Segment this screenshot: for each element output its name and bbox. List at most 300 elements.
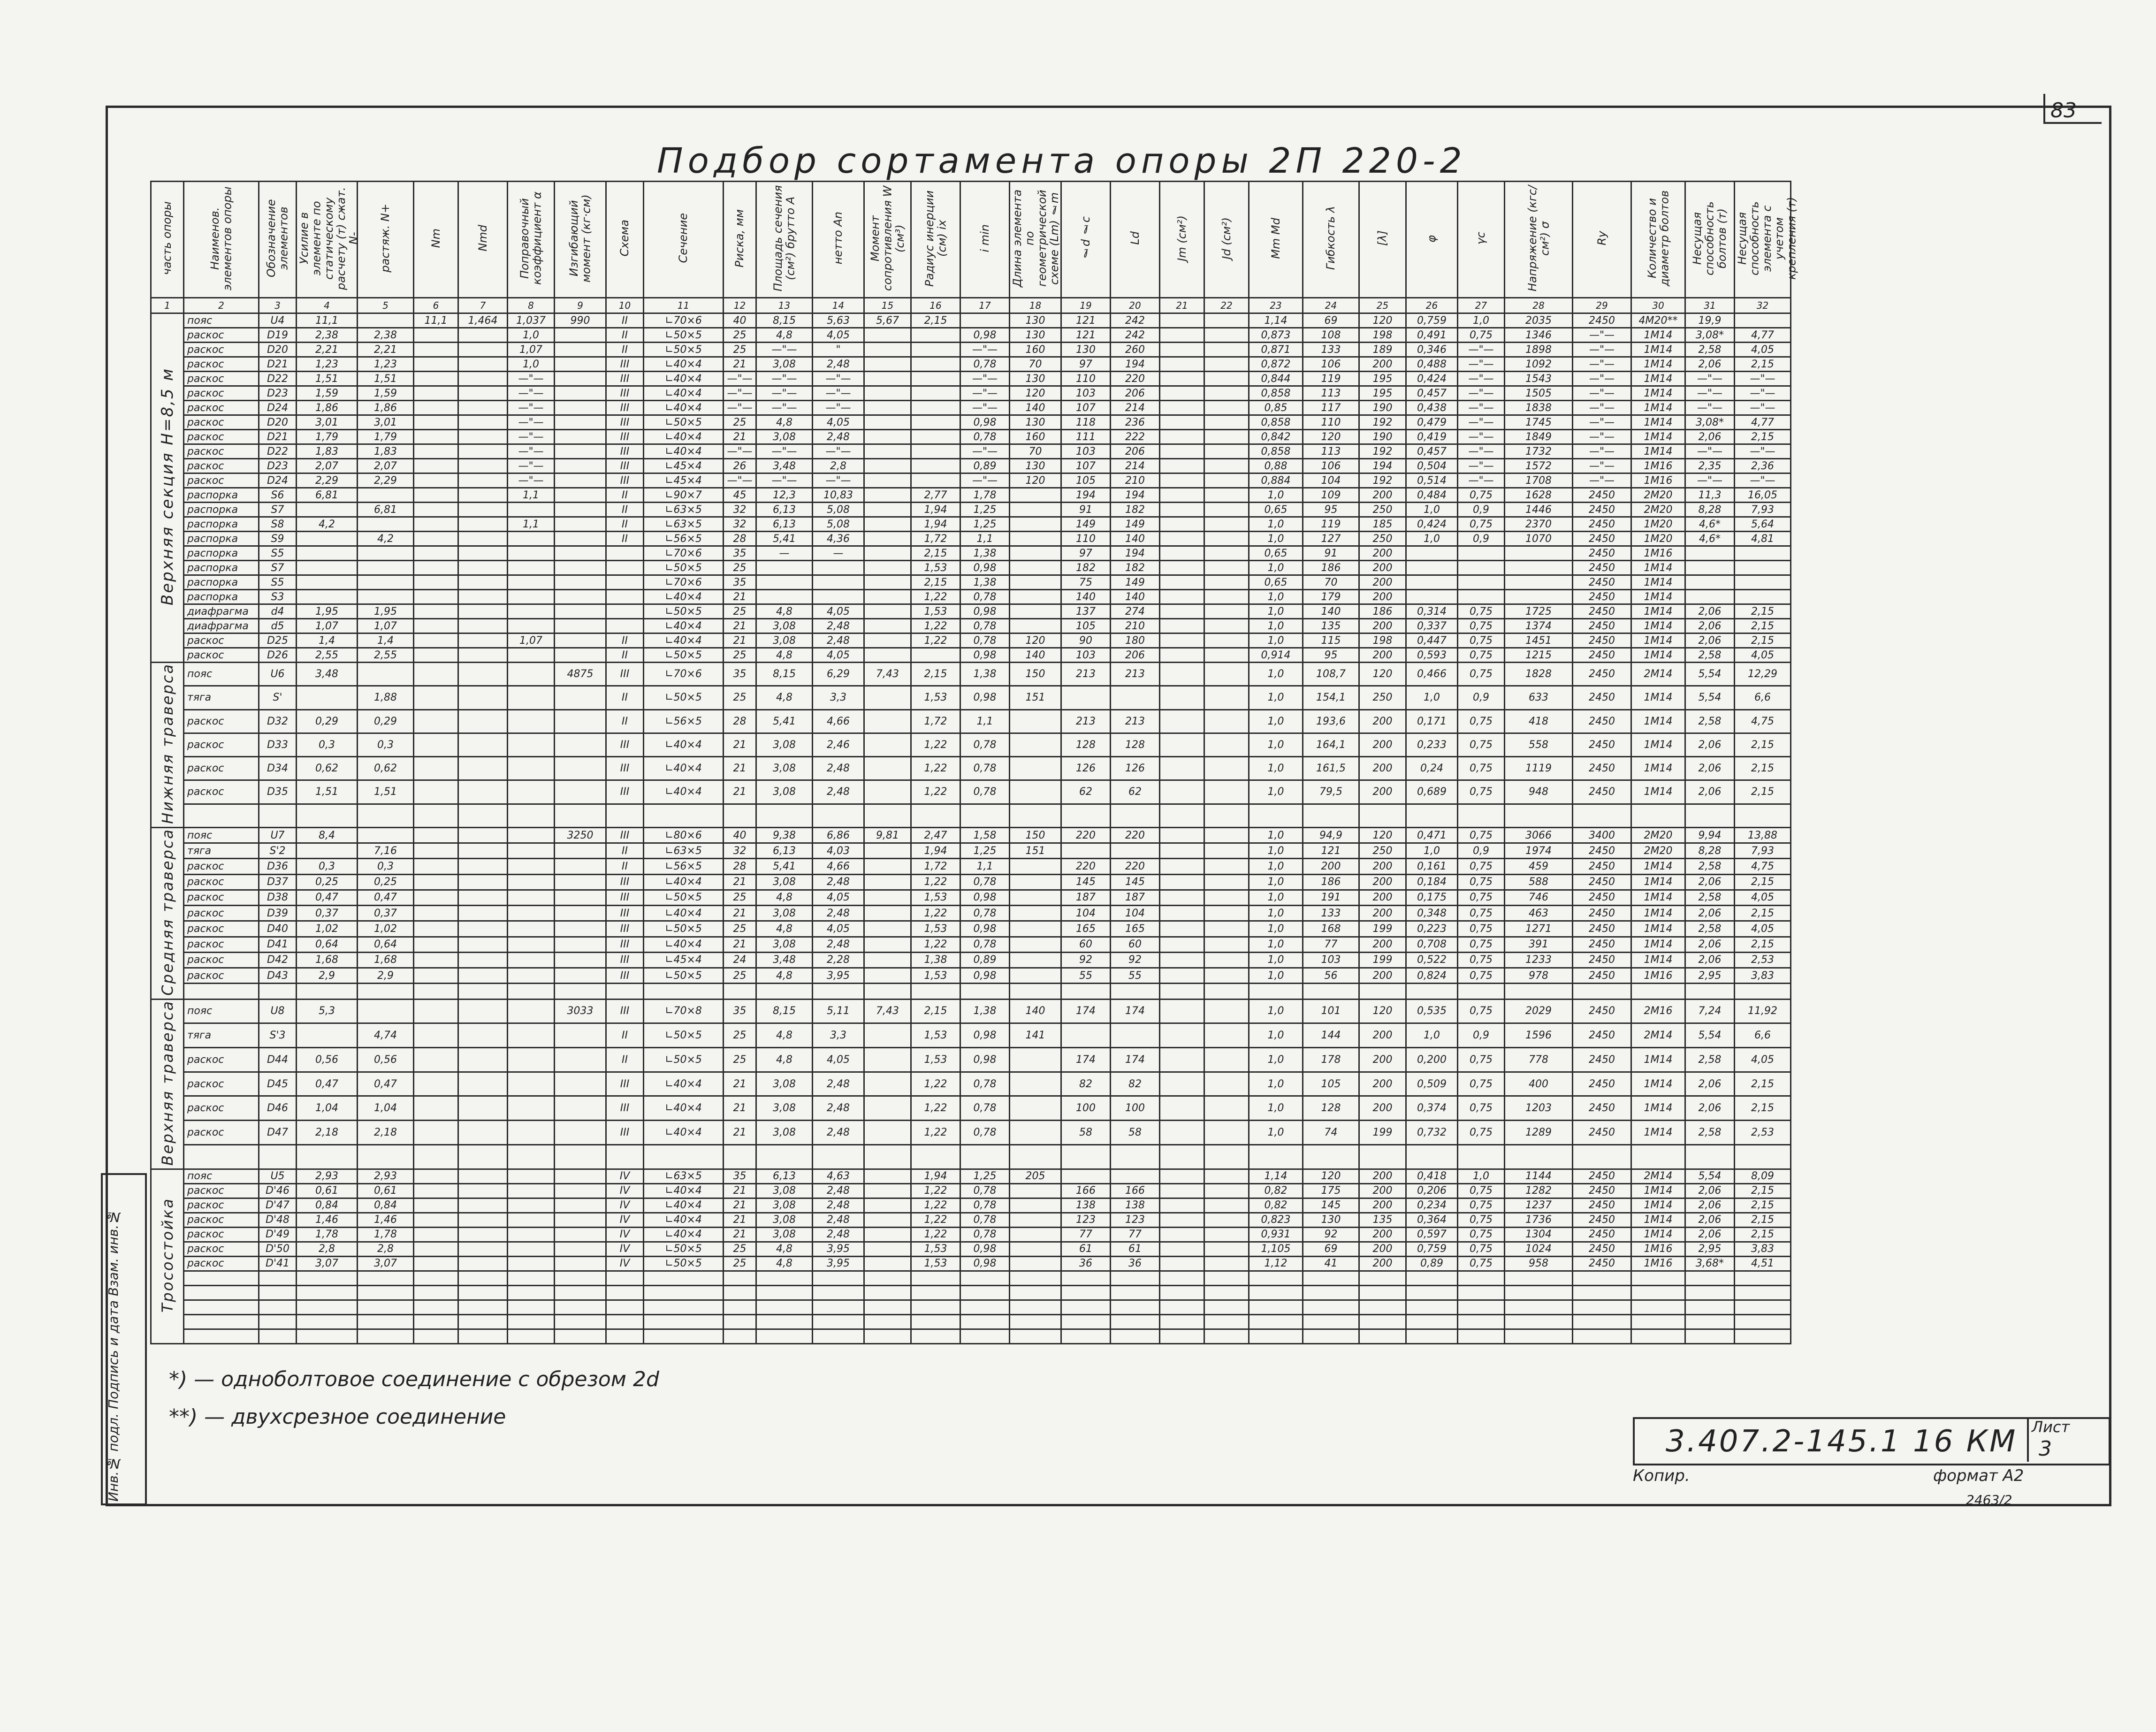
- table-cell: [1204, 1048, 1249, 1072]
- table-cell: [508, 663, 555, 686]
- table-cell: 1,53: [911, 968, 960, 984]
- table-cell: [1160, 1213, 1204, 1227]
- table-row: [151, 952, 1791, 968]
- table-cell: [458, 1121, 508, 1145]
- table-cell: [1160, 401, 1204, 415]
- table-cell: 2,48: [813, 357, 864, 372]
- table-row: [151, 503, 1791, 517]
- table-cell: 1М14: [1631, 444, 1685, 459]
- table-cell: [1160, 444, 1204, 459]
- table-cell: 82: [1111, 1072, 1160, 1096]
- table-cell: 130: [1061, 343, 1111, 357]
- table-cell: S9: [259, 532, 297, 546]
- table-cell: 1М14: [1631, 1198, 1685, 1213]
- table-cell: 200: [1359, 575, 1406, 590]
- table-cell: [1204, 590, 1249, 604]
- table-cell: 2,93: [358, 1169, 414, 1183]
- table-cell: 1,22: [911, 937, 960, 952]
- table-cell: [414, 1072, 458, 1096]
- table-cell: ∟50×5: [644, 415, 724, 430]
- table-cell: 194: [1061, 488, 1111, 503]
- table-cell: —"—: [1573, 343, 1631, 357]
- column-number: 27: [1458, 298, 1505, 313]
- table-cell: [1204, 1169, 1249, 1183]
- table-cell: 0,62: [297, 757, 358, 780]
- table-cell: 1736: [1505, 1213, 1573, 1227]
- table-cell: [555, 1242, 606, 1256]
- table-cell: 4,74: [358, 1023, 414, 1048]
- table-cell: [508, 921, 555, 937]
- table-cell: [1406, 1300, 1458, 1314]
- table-cell: —"—: [1735, 401, 1791, 415]
- table-cell: ∟40×4: [644, 401, 724, 415]
- table-cell: 1,79: [358, 430, 414, 444]
- column-header: [1160, 182, 1204, 298]
- table-cell: 141: [1010, 1023, 1061, 1048]
- table-cell: 1,07: [508, 343, 555, 357]
- table-cell: 0,78: [960, 757, 1010, 780]
- table-cell: 19,9: [1685, 313, 1735, 328]
- table-cell: [864, 733, 911, 756]
- column-header: [1573, 182, 1631, 298]
- table-cell: [1204, 561, 1249, 575]
- column-header-label: i min: [978, 224, 991, 252]
- table-cell: [1061, 804, 1111, 827]
- table-cell: 2,8: [358, 1242, 414, 1256]
- table-cell: ∟40×4: [644, 357, 724, 372]
- table-cell: [1204, 1096, 1249, 1121]
- table-cell: [864, 921, 911, 937]
- table-cell: 1М14: [1631, 430, 1685, 444]
- table-cell: раскос: [184, 1227, 259, 1242]
- table-cell: D22: [259, 372, 297, 386]
- table-cell: [1160, 874, 1204, 890]
- table-cell: [508, 968, 555, 984]
- table-cell: 25: [724, 415, 756, 430]
- table-cell: [458, 561, 508, 575]
- table-cell: [414, 619, 458, 633]
- table-cell: [414, 604, 458, 619]
- table-cell: 0,171: [1406, 710, 1458, 733]
- table-cell: 130: [1010, 372, 1061, 386]
- table-cell: 1,51: [358, 780, 414, 804]
- table-cell: раскос: [184, 1096, 259, 1121]
- table-cell: [1631, 1300, 1685, 1314]
- table-cell: [555, 1144, 606, 1169]
- table-cell: 120: [1359, 663, 1406, 686]
- table-cell: 7,16: [358, 843, 414, 859]
- table-cell: III: [606, 999, 644, 1023]
- table-cell: 1,0: [1249, 686, 1303, 710]
- table-cell: 60: [1111, 937, 1160, 952]
- table-cell: 8,4: [297, 827, 358, 843]
- table-cell: ∟80×6: [644, 827, 724, 843]
- table-cell: [458, 532, 508, 546]
- table-cell: —"—: [1458, 459, 1505, 473]
- table-cell: [1204, 532, 1249, 546]
- table-cell: d4: [259, 604, 297, 619]
- table-cell: [644, 1271, 724, 1285]
- table-row: [151, 604, 1791, 619]
- table-cell: 21: [724, 1072, 756, 1096]
- table-cell: 1,0: [1249, 710, 1303, 733]
- table-cell: [555, 890, 606, 905]
- table-cell: [1204, 648, 1249, 663]
- table-cell: 198: [1359, 633, 1406, 648]
- table-cell: 0,75: [1458, 619, 1505, 633]
- table-cell: пояс: [184, 999, 259, 1023]
- table-cell: 2,58: [1685, 648, 1735, 663]
- table-cell: 1,0: [1249, 663, 1303, 686]
- table-cell: 2,58: [1685, 859, 1735, 874]
- table-cell: [555, 952, 606, 968]
- table-cell: [1505, 1271, 1573, 1285]
- table-cell: [297, 1300, 358, 1314]
- table-cell: 2450: [1573, 1242, 1631, 1256]
- table-cell: 2,48: [813, 633, 864, 648]
- table-cell: [1204, 733, 1249, 756]
- table-cell: [259, 1144, 297, 1169]
- table-cell: [1160, 488, 1204, 503]
- table-cell: [1010, 1285, 1061, 1300]
- table-cell: 1М16: [1631, 1242, 1685, 1256]
- table-cell: 3,07: [358, 1256, 414, 1271]
- column-header: [724, 182, 756, 298]
- table-cell: 205: [1010, 1169, 1061, 1183]
- table-cell: [414, 663, 458, 686]
- table-cell: ∟50×5: [644, 604, 724, 619]
- table-cell: [1160, 1256, 1204, 1271]
- table-cell: [414, 1256, 458, 1271]
- table-cell: 200: [1359, 733, 1406, 756]
- table-cell: 206: [1111, 386, 1160, 401]
- table-cell: ∟50×5: [644, 343, 724, 357]
- column-number-row: [151, 298, 1791, 313]
- table-cell: [1160, 313, 1204, 328]
- table-cell: [1406, 561, 1458, 575]
- table-cell: 25: [724, 1242, 756, 1256]
- table-cell: 1М14: [1631, 561, 1685, 575]
- table-cell: [1406, 1329, 1458, 1343]
- table-row: [151, 1300, 1791, 1314]
- table-cell: [1573, 1271, 1631, 1285]
- table-row: [151, 444, 1791, 459]
- table-cell: тяга: [184, 686, 259, 710]
- table-cell: [259, 1314, 297, 1329]
- table-cell: 1,38: [960, 546, 1010, 561]
- table-cell: 28: [724, 532, 756, 546]
- table-cell: [555, 1300, 606, 1314]
- table-cell: 160: [1010, 343, 1061, 357]
- table-cell: 206: [1111, 648, 1160, 663]
- table-cell: 3,3: [813, 686, 864, 710]
- table-cell: [1010, 1072, 1061, 1096]
- table-cell: ∟70×8: [644, 999, 724, 1023]
- table-cell: [358, 1285, 414, 1300]
- table-cell: [555, 343, 606, 357]
- table-cell: [1406, 1271, 1458, 1285]
- table-cell: 40: [724, 827, 756, 843]
- table-cell: [1010, 561, 1061, 575]
- table-cell: 166: [1111, 1183, 1160, 1198]
- table-cell: 21: [724, 430, 756, 444]
- table-cell: [1010, 1183, 1061, 1198]
- table-cell: 11,1: [414, 313, 458, 328]
- table-cell: 1838: [1505, 401, 1573, 415]
- table-cell: III: [606, 921, 644, 937]
- table-cell: пояс: [184, 313, 259, 328]
- table-cell: 0,858: [1249, 386, 1303, 401]
- table-cell: [458, 1271, 508, 1285]
- table-cell: [555, 546, 606, 561]
- table-cell: [864, 473, 911, 488]
- table-cell: 1708: [1505, 473, 1573, 488]
- table-cell: 2,15: [1735, 1198, 1791, 1213]
- table-row: [151, 372, 1791, 386]
- table-cell: 0,184: [1406, 874, 1458, 890]
- table-cell: 0,47: [358, 890, 414, 905]
- table-cell: [644, 1300, 724, 1314]
- table-cell: 3,83: [1735, 968, 1791, 984]
- table-cell: [1061, 1144, 1111, 1169]
- table-cell: [458, 1183, 508, 1198]
- table-cell: 2,15: [1735, 1183, 1791, 1198]
- table-cell: IV: [606, 1198, 644, 1213]
- table-cell: 0,161: [1406, 859, 1458, 874]
- table-cell: —"—: [1573, 444, 1631, 459]
- table-cell: [1303, 1300, 1359, 1314]
- table-cell: 55: [1061, 968, 1111, 984]
- table-cell: [813, 1314, 864, 1329]
- table-cell: 2450: [1573, 648, 1631, 663]
- table-cell: 187: [1061, 890, 1111, 905]
- table-cell: [864, 757, 911, 780]
- table-cell: 21: [724, 780, 756, 804]
- table-cell: [606, 804, 644, 827]
- table-cell: [1204, 984, 1249, 999]
- table-cell: ∟50×5: [644, 328, 724, 343]
- table-cell: [1505, 1314, 1573, 1329]
- table-cell: 3,08: [756, 733, 813, 756]
- table-cell: 2,06: [1685, 937, 1735, 952]
- table-cell: [414, 1314, 458, 1329]
- table-cell: [911, 459, 960, 473]
- table-cell: 104: [1111, 906, 1160, 921]
- table-cell: 1,22: [911, 633, 960, 648]
- table-cell: 5,3: [297, 999, 358, 1023]
- column-number: 14: [813, 298, 864, 313]
- table-cell: [1505, 575, 1573, 590]
- table-cell: 3,08: [756, 757, 813, 780]
- table-cell: 4,63: [813, 1169, 864, 1183]
- table-cell: 2,35: [1685, 459, 1735, 473]
- table-cell: 1М16: [1631, 473, 1685, 488]
- table-cell: 21: [724, 1227, 756, 1242]
- column-number: 15: [864, 298, 911, 313]
- table-cell: 3,08: [756, 1072, 813, 1096]
- table-cell: 1628: [1505, 488, 1573, 503]
- table-cell: [508, 757, 555, 780]
- table-cell: [1249, 1271, 1303, 1285]
- table-cell: 1092: [1505, 357, 1573, 372]
- column-header-label: Усилие в элементе по статическому расчету (т) сжат. N-: [297, 186, 360, 290]
- table-cell: 4,51: [1735, 1256, 1791, 1271]
- table-cell: [1160, 415, 1204, 430]
- table-cell: D46: [259, 1096, 297, 1121]
- table-cell: [1010, 1271, 1061, 1285]
- column-number: 11: [644, 298, 724, 313]
- table-cell: [555, 1227, 606, 1242]
- table-cell: D26: [259, 648, 297, 663]
- table-cell: [1249, 1300, 1303, 1314]
- table-cell: 0,75: [1458, 890, 1505, 905]
- table-cell: 1,07: [508, 633, 555, 648]
- table-cell: 1М14: [1631, 1183, 1685, 1198]
- table-cell: 21: [724, 757, 756, 780]
- table-cell: 2450: [1573, 968, 1631, 984]
- table-cell: 0,75: [1458, 1048, 1505, 1072]
- table-cell: 0,75: [1458, 921, 1505, 937]
- table-cell: 1М14: [1631, 686, 1685, 710]
- column-number: 23: [1249, 298, 1303, 313]
- table-cell: [414, 757, 458, 780]
- table-cell: 4,2: [358, 532, 414, 546]
- table-cell: 107: [1061, 459, 1111, 473]
- table-cell: [1406, 590, 1458, 604]
- table-cell: 1,07: [297, 619, 358, 633]
- table-cell: 4,75: [1735, 710, 1791, 733]
- table-cell: 0,78: [960, 1227, 1010, 1242]
- table-row: [151, 473, 1791, 488]
- table-cell: [864, 328, 911, 343]
- table-cell: 21: [724, 633, 756, 648]
- table-cell: [1735, 313, 1791, 328]
- table-cell: 21: [724, 1213, 756, 1227]
- table-cell: [864, 1285, 911, 1300]
- table-cell: 4,05: [1735, 648, 1791, 663]
- table-cell: 200: [1359, 757, 1406, 780]
- table-cell: D'50: [259, 1242, 297, 1256]
- table-cell: —"—: [813, 386, 864, 401]
- table-cell: [1160, 590, 1204, 604]
- column-header: [1061, 182, 1111, 298]
- table-cell: 1,0: [1249, 906, 1303, 921]
- table-cell: [555, 561, 606, 575]
- table-cell: [414, 343, 458, 357]
- table-cell: 2450: [1573, 561, 1631, 575]
- table-row: [151, 386, 1791, 401]
- table-cell: [1010, 780, 1061, 804]
- table-cell: 2,15: [1735, 906, 1791, 921]
- table-cell: 0,206: [1406, 1183, 1458, 1198]
- table-cell: [358, 663, 414, 686]
- table-cell: 0,98: [960, 328, 1010, 343]
- table-cell: [414, 1300, 458, 1314]
- table-cell: [864, 633, 911, 648]
- table-cell: 109: [1303, 488, 1359, 503]
- table-cell: 2,15: [911, 663, 960, 686]
- table-cell: [1303, 1329, 1359, 1343]
- table-cell: 3,95: [813, 1256, 864, 1271]
- column-header-label: нетто An: [831, 212, 845, 265]
- table-cell: 250: [1359, 686, 1406, 710]
- table-cell: 128: [1303, 1096, 1359, 1121]
- table-cell: 1М14: [1631, 1096, 1685, 1121]
- table-cell: 103: [1061, 444, 1111, 459]
- column-number: 13: [756, 298, 813, 313]
- table-cell: 2,21: [297, 343, 358, 357]
- table-cell: [1458, 575, 1505, 590]
- table-cell: 2450: [1573, 780, 1631, 804]
- table-row: [151, 984, 1791, 999]
- table-cell: D21: [259, 357, 297, 372]
- table-cell: III: [606, 890, 644, 905]
- table-cell: 165: [1111, 921, 1160, 937]
- table-cell: 3,48: [297, 663, 358, 686]
- table-cell: [508, 1048, 555, 1072]
- table-cell: 0,84: [297, 1198, 358, 1213]
- table-cell: 2,77: [911, 488, 960, 503]
- table-cell: 0,78: [960, 1121, 1010, 1145]
- table-cell: распорка: [184, 575, 259, 590]
- table-cell: [1010, 890, 1061, 905]
- table-cell: 2,15: [1735, 937, 1791, 952]
- table-cell: 4,8: [756, 1023, 813, 1048]
- table-cell: 26: [724, 459, 756, 473]
- section-label-cell: [151, 999, 184, 1169]
- table-cell: [1111, 1271, 1160, 1285]
- table-cell: D24: [259, 473, 297, 488]
- table-cell: III: [606, 937, 644, 952]
- table-cell: 61: [1061, 1242, 1111, 1256]
- table-cell: [458, 575, 508, 590]
- table-cell: [555, 488, 606, 503]
- table-cell: [1735, 1285, 1791, 1300]
- table-cell: 0,424: [1406, 517, 1458, 532]
- table-cell: [1160, 459, 1204, 473]
- table-cell: [414, 1048, 458, 1072]
- table-cell: [1160, 1169, 1204, 1183]
- table-cell: [911, 648, 960, 663]
- table-cell: ∟40×4: [644, 633, 724, 648]
- table-cell: 0,47: [358, 1072, 414, 1096]
- table-cell: 1233: [1505, 952, 1573, 968]
- table-cell: 1М14: [1631, 874, 1685, 890]
- table-cell: раскос: [184, 937, 259, 952]
- table-cell: [508, 1096, 555, 1121]
- table-cell: [606, 1314, 644, 1329]
- table-cell: 2,55: [358, 648, 414, 663]
- column-header-label: Обозначение элементов: [265, 199, 290, 277]
- table-cell: 32: [724, 503, 756, 517]
- table-cell: 2,15: [1735, 874, 1791, 890]
- table-cell: 7,93: [1735, 503, 1791, 517]
- table-cell: 1,0: [1249, 952, 1303, 968]
- table-cell: раскос: [184, 415, 259, 430]
- table-cell: 189: [1359, 343, 1406, 357]
- table-cell: [1303, 984, 1359, 999]
- table-cell: [1204, 952, 1249, 968]
- table-cell: [508, 532, 555, 546]
- table-cell: 2,48: [813, 1213, 864, 1227]
- table-cell: раскос: [184, 357, 259, 372]
- table-cell: 2450: [1573, 952, 1631, 968]
- table-row: [151, 1169, 1791, 1183]
- table-cell: [458, 503, 508, 517]
- table-cell: 4М20**: [1631, 313, 1685, 328]
- table-cell: 192: [1359, 444, 1406, 459]
- column-header-label: Ld: [1128, 231, 1142, 245]
